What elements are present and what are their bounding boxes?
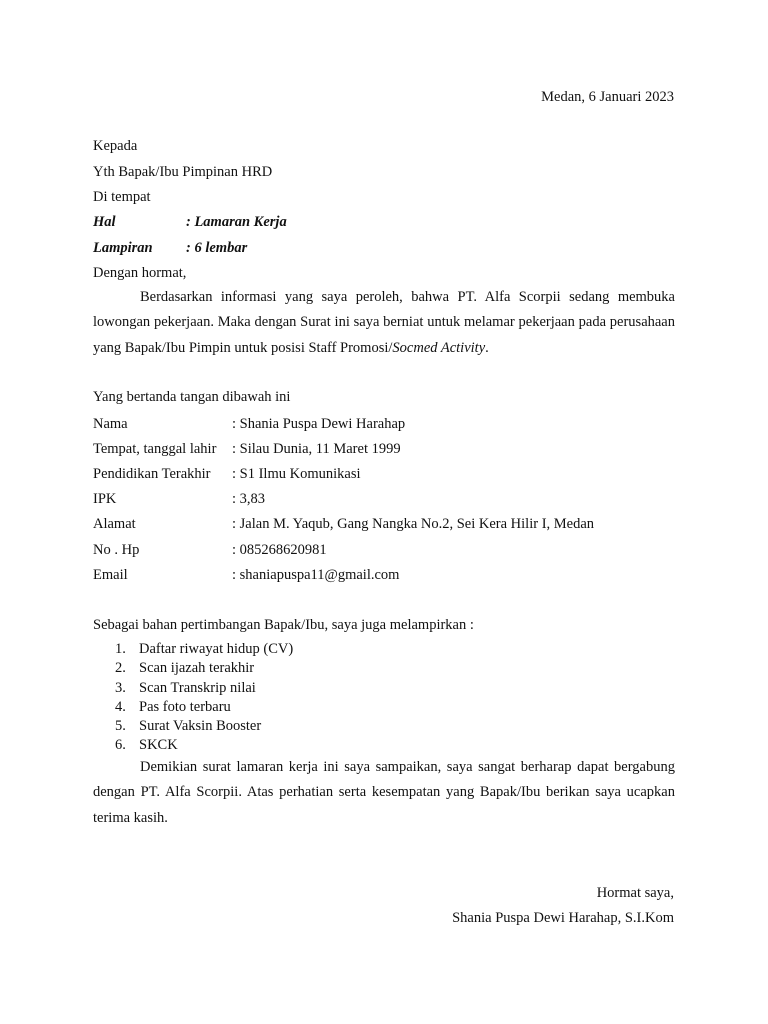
intro-end: . [485, 339, 489, 356]
detail-row [93, 436, 594, 461]
detail-value: : Shania Puspa Dewi Harahap [232, 415, 406, 432]
list-number: 2. [115, 660, 126, 677]
intro-paragraph [93, 285, 675, 361]
detail-label: Tempat, tanggal lahir [93, 440, 217, 457]
detail-value: : shaniapuspa11@gmail.com [232, 566, 400, 583]
detail-label: Pendidikan Terakhir [93, 465, 211, 482]
attachments-list [93, 640, 293, 756]
detail-label: Nama [93, 415, 128, 432]
recipient-location: Di tempat [93, 189, 151, 205]
list-item [93, 659, 293, 678]
detail-label: IPK [93, 491, 117, 508]
attachments-intro: Sebagai bahan pertimbangan Bapak/Ibu, saya juga melampirkan : [93, 617, 474, 633]
detail-row [93, 487, 594, 512]
subject-label: Hal [93, 214, 116, 230]
intro-text: Berdasarkan informasi yang saya peroleh, bahwa PT. Alfa Scorpii sedang membuka lowongan pekerjaan. Maka dengan Surat ini saya berniat untuk melamar pekerjaan pada perusahaan yang Bapak/Ibu Pimpin untuk posisi Staff Promosi/ [93, 289, 675, 356]
subject-value: : Lamaran Kerja [186, 214, 287, 230]
place-date: Medan, 6 Januari 2023 [541, 89, 674, 105]
detail-value: : Silau Dunia, 11 Maret 1999 [232, 440, 401, 457]
detail-row [93, 562, 594, 587]
recipient-name: Yth Bapak/Ibu Pimpinan HRD [93, 164, 273, 180]
recipient-to: Kepada [93, 138, 138, 154]
list-item [93, 679, 293, 698]
closing-paragraph [93, 755, 675, 831]
detail-value: : S1 Ilmu Komunikasi [232, 465, 361, 482]
list-text: Scan ijazah terakhir [139, 660, 255, 677]
list-text: Daftar riwayat hidup (CV) [139, 641, 294, 657]
list-text: Pas foto terbaru [139, 698, 231, 715]
detail-row [93, 512, 594, 537]
undersigned-intro: Yang bertanda tangan dibawah ini [93, 389, 291, 405]
list-number: 5. [115, 718, 126, 735]
detail-value: : 3,83 [232, 491, 266, 508]
list-number: 4. [115, 698, 126, 715]
signatory-name: Shania Puspa Dewi Harahap, S.I.Kom [452, 910, 674, 926]
list-text: Surat Vaksin Booster [139, 718, 262, 735]
detail-row [93, 411, 594, 436]
greeting: Dengan hormat, [93, 265, 187, 281]
list-number: 6. [115, 737, 126, 754]
applicant-details [93, 411, 594, 587]
attachment-count-value: : 6 lembar [186, 240, 248, 256]
list-item [93, 717, 293, 736]
list-text: Scan Transkrip nilai [139, 679, 256, 696]
list-item [93, 640, 293, 659]
detail-label: Alamat [93, 516, 136, 533]
detail-label: Email [93, 566, 128, 583]
detail-value: : Jalan M. Yaqub, Gang Nangka No.2, Sei Kera Hilir I, Medan [232, 516, 595, 533]
attachment-count-label: Lampiran [93, 240, 153, 256]
closing-text: Demikian surat lamaran kerja ini saya sampaikan, saya sangat berharap dapat bergabung dengan PT. Alfa Scorpii. Atas perhatian serta kesempatan yang Bapak/Ibu berikan saya ucapkan terima kasih. [93, 759, 675, 826]
list-text: SKCK [139, 737, 178, 754]
list-number: 3. [115, 679, 126, 696]
list-item [93, 698, 293, 717]
detail-label: No . Hp [93, 541, 140, 558]
detail-row [93, 537, 594, 562]
detail-row [93, 461, 594, 486]
list-number: 1. [115, 641, 126, 657]
list-item [93, 736, 293, 755]
detail-value: : 085268620981 [232, 541, 327, 558]
intro-position: Socmed Activity [392, 339, 486, 356]
regards: Hormat saya, [596, 885, 674, 901]
